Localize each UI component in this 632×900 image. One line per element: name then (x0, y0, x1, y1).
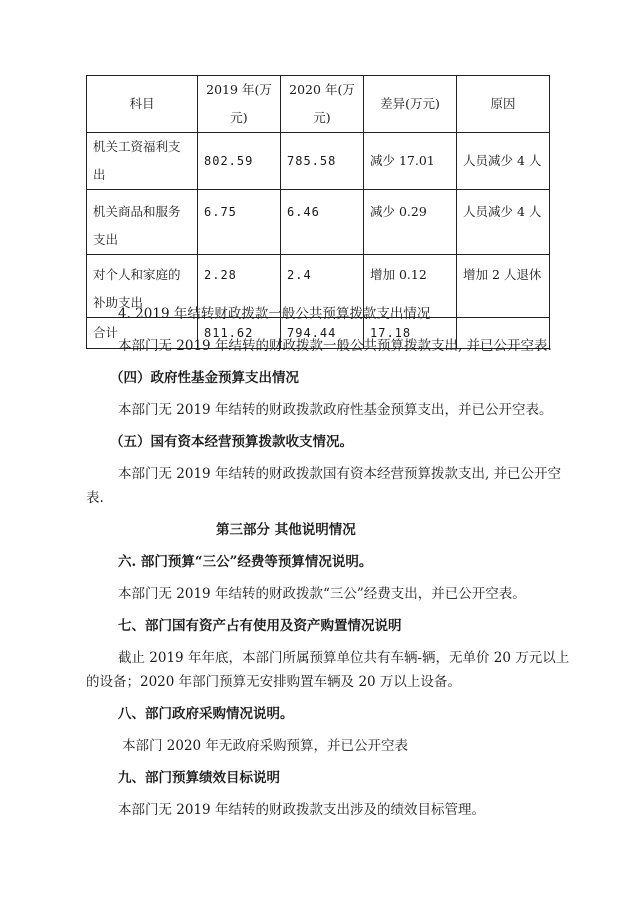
paragraph: 本部门无 2019 年结转的财政拨款国有资本经营预算拨款支出, 并已公开空 (118, 466, 562, 482)
paragraph-continuation: 的设备；2020 年部门预算无安排购置车辆及 20 万以上设备。 (86, 674, 461, 690)
cell-2019: 6.75 (198, 190, 281, 255)
cell-subject: 合计 (87, 318, 198, 349)
cell-difference: 减少 17.01 (364, 133, 457, 190)
section-heading: （五）国有资本经营预算拨款收支情况。 (110, 434, 353, 450)
cell-reason: 人员减少 4 人 (457, 133, 550, 190)
table-row (87, 133, 550, 190)
cell-reason: 人员减少 4 人 (457, 190, 550, 255)
section-heading: 六. 部门预算“三公”经费等预算情况说明。 (118, 554, 373, 570)
paragraph: 截止 2019 年年底，本部门所属预算单位共有车辆-辆，无单价 20 万元以上 (118, 650, 570, 666)
cell-difference: 17.18 (364, 318, 457, 349)
cell-subject: 机关商品和服务支出 (87, 190, 198, 255)
cell-2019: 2.28 (198, 255, 281, 318)
cell-difference: 增加 0.12 (364, 255, 457, 318)
paragraph: 本部门 2020 年无政府采购预算，并已公开空表 (122, 738, 408, 754)
header-2019: 2019 年(万元) (198, 76, 281, 133)
section-heading: （四）政府性基金预算支出情况 (110, 370, 299, 386)
cell-2020: 794.44 (281, 318, 364, 349)
paragraph: 本部门无 2019 年结转的财政拨款政府性基金预算支出，并已公开空表。 (118, 402, 553, 418)
header-subject: 科目 (87, 76, 198, 133)
cell-2019: 802.59 (198, 133, 281, 190)
section-heading-4: 4. 2019 年结转财政拨款一般公共预算拨款支出情况 (118, 306, 431, 322)
header-2020: 2020 年(万元) (281, 76, 364, 133)
table-header-row (87, 76, 550, 133)
part-title: 第三部分 其他说明情况 (216, 522, 356, 538)
section-heading: 七、部门国有资产占有使用及资产购置情况说明 (118, 618, 402, 634)
cell-2019: 811.62 (198, 318, 281, 349)
paragraph: 本部门无 2019 年结转的财政拨款“三公”经费支出，并已公开空表。 (118, 586, 526, 602)
cell-reason: 增加 2 人退休 (457, 255, 550, 318)
cell-2020: 785.58 (281, 133, 364, 190)
cell-2020: 6.46 (281, 190, 364, 255)
section-heading: 八、部门政府采购情况说明。 (118, 706, 294, 722)
paragraph-continuation: 表. (86, 490, 104, 506)
cell-difference: 减少 0.29 (364, 190, 457, 255)
header-reason: 原因 (457, 76, 550, 133)
paragraph: 本部门无 2019 年结转的财政拨款一般公共预算拨款支出, 并已公开空表. (118, 338, 552, 354)
cell-subject: 机关工资福利支出 (87, 133, 198, 190)
table-row (87, 190, 550, 255)
paragraph: 本部门无 2019 年结转的财政拨款支出涉及的绩效目标管理。 (118, 802, 485, 818)
header-difference: 差异(万元) (364, 76, 457, 133)
section-heading: 九、部门预算绩效目标说明 (118, 770, 280, 786)
cell-subject: 对个人和家庭的补助支出 (87, 255, 198, 318)
cell-2020: 2.4 (281, 255, 364, 318)
